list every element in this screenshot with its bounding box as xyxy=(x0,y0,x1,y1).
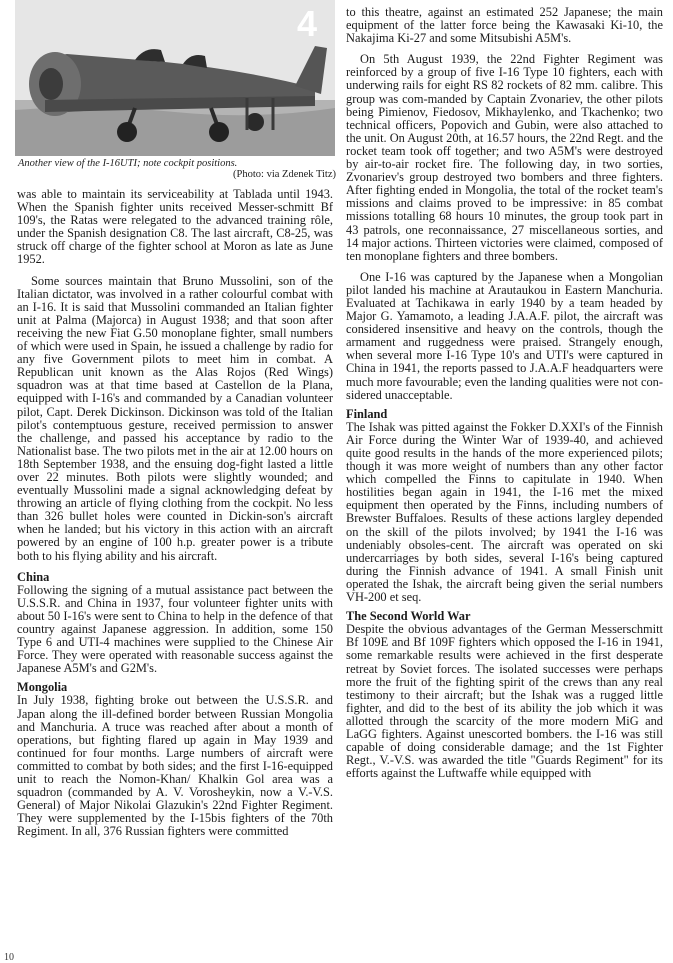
i16uti-photo-illustration xyxy=(15,0,335,156)
paragraph: On 5th August 1939, the 22nd Fighter Regiment was reinforced by a group of five I-16 Type 10 fighters, each with underwing rails for eight RS 82 rockets of 82 mm. calibre. This group was com-manded by Captain Zvonariev, the other pilots being Pimienov, Fiedosov, Mikhaylenko, and Tkachenko; two technical officers, Popovich and Gubin, were also attached to the unit. On August 20th, at 16.57 hours, the 22nd Regt. and the rocket team took off together; and two A5M's were destroyed by air-to-air rocket fire. The following day, in two sorties, Zvonariev's group destroyed two bombers and three fighters. After fighting ended in Mongolia, the total of the rocket team's missions and claims proved to be impressive: in 85 combat missions totalling 68 hours 10 minutes, the group took part in 43 patrols, one reconnaissance, 27 miscellaneous sorties, and 14 major actions. Thirteen victories were claimed, composed of ten monoplane fighters and three bombers. xyxy=(346,52,663,263)
photo-caption-block xyxy=(18,158,336,180)
paragraph: Following the signing of a mutual assistance pact between the U.S.S.R. and China in 1937, four volunteer fighter units with about 50 I-16's were sent to China to help in the defence of that country against Japanese aggression. In addition, some 150 Type 6 and UTI-4 machines were supplied to the Chinese Air Force. They were operated with reasonable success against the Japanese A5M's and G2M's. xyxy=(17,582,333,676)
section-heading-mongolia: Mongolia xyxy=(17,680,68,695)
page-number: 10 xyxy=(4,952,14,963)
left-column xyxy=(17,188,333,841)
paragraph: One I-16 was captured by the Japanese when a Mongolian pilot landed his machine at Arautaukou in Eastern Manchuria. Evaluated at Tachikawa in early 1940 by a team headed by Major G. Yamamoto, a leading J.A.A.F. pilot, the aircraft was considered insensitive and heavy on the controls, though the armament and ruggedness were praised. Strangely enough, when several more I-16 Type 10's and UTI's were captured in China in 1941, the reports passed to J.A.A.F headquarters were much more favourable; even the landing qualities were not con-sidered unacceptable. xyxy=(346,269,663,402)
section-heading-second-world-war: The Second World War xyxy=(346,609,471,624)
paragraph: Despite the obvious advantages of the German Messerschmitt Bf 109E and Bf 109F fighters which opposed the I-16 in 1941, some remarkable results were achieved in the first desperate retreat by Soviet forces. The isolated successes were perhaps more the fruit of the fighting spirit of the crews than any real testimony to their aircraft; but the Ishak was a rugged little fighter, and did to the best of its ability the job which it was allotted through the scarcity of the more modern MiG and LaGG fighters. Against unescorted bombers. the I-16 was still capable of doing considerable damage; and the 1st Fighter Regt., V.-V.S. was awarded the title "Guards Regiment" for its efforts against the Luftwaffe while equipped with xyxy=(346,622,663,781)
paragraph: The Ishak was pitted against the Fokker D.XXI's of the Finnish Air Force during the Winter War of 1939-40, and achieved quite good results in the hands of the more experienced pilots; though it was more weight of numbers than any other factor which compelled the Finns to capitulate in 1940. When hostilities began again in 1941, the I-16 met the mixed equipment then operated by the Finns, including numbers of Brewster Buffaloes. Results of these actions largley depended on the skill of the pilots involved; by 1941 the I-16 was undeniably obsoles-cent. The aircraft was operated on ski undercarriages by both sides, several I-16's being captured during the Finnish advance of 1941. A small Finish unit operated the Ishak, the aircraft being given the serial numbers VH-200 et seq. xyxy=(346,419,663,605)
right-column xyxy=(346,6,663,782)
section-heading-finland: Finland xyxy=(346,406,388,421)
section-heading-china: China xyxy=(17,569,50,584)
fuselage-number: 4 xyxy=(297,3,318,44)
photo-credit: (Photo: via Zdenek Titz) xyxy=(233,169,336,180)
paragraph: to this theatre, against an estimated 252 Japanese; the main equipment of the latter force being the Kawasaki Ki-10, the Nakajima Ki-27 and some Mitsubishi A5M's. xyxy=(346,5,663,46)
aircraft-photo xyxy=(15,0,335,156)
paragraph: In July 1938, fighting broke out between the U.S.S.R. and Japan along the ill-defined border between Russian Mongolia and Manchuria. A truce was reached after about a month of operations, but fighting flared up again in May 1939 and continued for four months. Large numbers of aircraft were committed to combat by both sides; and the first I-16-equipped unit to reach the Nomon-Khan/ Khalkin Gol area was a squadron (commanded by A. V. Vorosheykin, now a V.-V.S. General) of Major Nikolai Glazukin's 22nd Fighter Regiment. They were supplemented by the I-15bis fighters of the 70th Regiment. In all, 376 Russian fighters were committed xyxy=(17,693,333,839)
paragraph: Some sources maintain that Bruno Mussolini, son of the Italian dictator, was involved in a rather colourful combat with an I-16. It is said that Mussolini commanded an Italian fighter unit at Palma (Majorca) in August 1938; and that soon after receiving the new Fiat G.50 monoplane fighter, small numbers of which were used in Spain, he issued a challenge by radio for any five Government pilots to meet him in combat. A Republican unit known as the Alas Rojos (Red Wings) squadron was at that time based at Castellon de la Plana, equipped with I-16's and commanded by a Canadian volunteer pilot, Capt. Derek Dickinson. Dickinson was told of the Italian pilot's contemptuous gesture, received permission to answer the challenge, and passed his acceptance by radio to the Nationalist base. The two pilots met in the air at 12.00 hours on 18th September 1938, and the ensuing dog-fight lasted a little over 22 minutes. Both pilots were slightly wounded; and eventually Mussolini made a signal acknowledging defeat by throwing an article of flying clothing from the cockpit. No less than 326 bullet holes were counted in Dickin-son's aircraft when he landed; but his victory in this action with an aircraft powered by an engine of 100 h.p. greater power is a tribute both to his flying ability and his aircraft. xyxy=(17,273,333,563)
paragraph: was able to maintain its serviceability at Tablada until 1943. When the Spanish fighter units received Messer-schmitt Bf 109's, the Ratas were relegated to the advanced training rôle, under the Spanish designation C8. The last aircraft, C8-25, was struck off charge of the fighter school at Moron as late as June 1952. xyxy=(17,187,333,267)
photo-caption: Another view of the I-16UTI; note cockpit positions. xyxy=(18,158,238,169)
